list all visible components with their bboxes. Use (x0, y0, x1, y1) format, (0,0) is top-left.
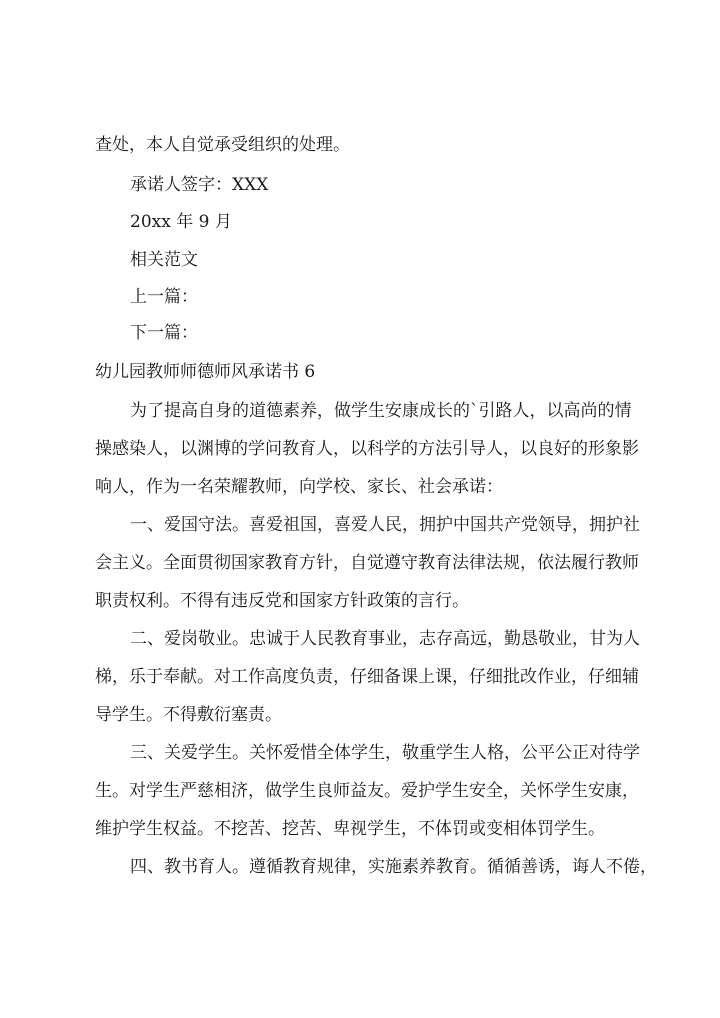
paragraph-line: 操感染人，以渊博的学问教育人，以科学的方法引导人，以良好的形象影 (95, 439, 639, 459)
previous-article-link[interactable]: 上一篇： (130, 287, 198, 307)
paragraph-line: 职责权利。不得有违反党和国家方针政策的言行。 (95, 591, 469, 611)
paragraph-line: 生。对学生严慈相济，做学生良师益友。爱护学生安全，关怀学生安康， (95, 781, 639, 801)
paragraph-line: 三、关爱学生。关怀爱惜全体学生，敬重学生人格，公平公正对待学 (130, 743, 640, 763)
paragraph-line: 四、教书育人。遵循教育规律，实施素养教育。循循善诱，诲人不倦， (130, 857, 657, 877)
paragraph-line: 维护学生权益。不挖苦、挖苦、卑视学生，不体罚或变相体罚学生。 (95, 819, 605, 839)
date-line: 20xx 年 9 月 (130, 212, 232, 232)
section-title: 幼儿园教师师德师风承诺书 6 (95, 362, 316, 382)
paragraph-line: 为了提高自身的道德素养，做学生安康成长的`引路人，以高尚的情 (130, 401, 632, 421)
paragraph-line: 一、爱国守法。喜爱祖国，喜爱人民，拥护中国共产党领导，拥护社 (130, 515, 640, 535)
paragraph-line: 导学生。不得敷衍塞责。 (95, 705, 282, 725)
related-articles-heading: 相关范文 (130, 250, 198, 270)
paragraph-line: 会主义。全面贯彻国家教育方针，自觉遵守教育法律法规，依法履行教师 (95, 553, 639, 573)
text-line: 查处，本人自觉承受组织的处理。 (95, 135, 350, 155)
paragraph-line: 响人，作为一名荣耀教师，向学校、家长、社会承诺： (95, 477, 503, 497)
next-article-link[interactable]: 下一篇： (130, 323, 198, 343)
paragraph-line: 二、爱岗敬业。忠诚于人民教育事业，志存高远，勤恳敬业，甘为人 (130, 629, 640, 649)
paragraph-line: 梯，乐于奉献。对工作高度负责，仔细备课上课，仔细批改作业，仔细辅 (95, 667, 639, 687)
signature-line: 承诺人签字：XXX (130, 175, 269, 195)
